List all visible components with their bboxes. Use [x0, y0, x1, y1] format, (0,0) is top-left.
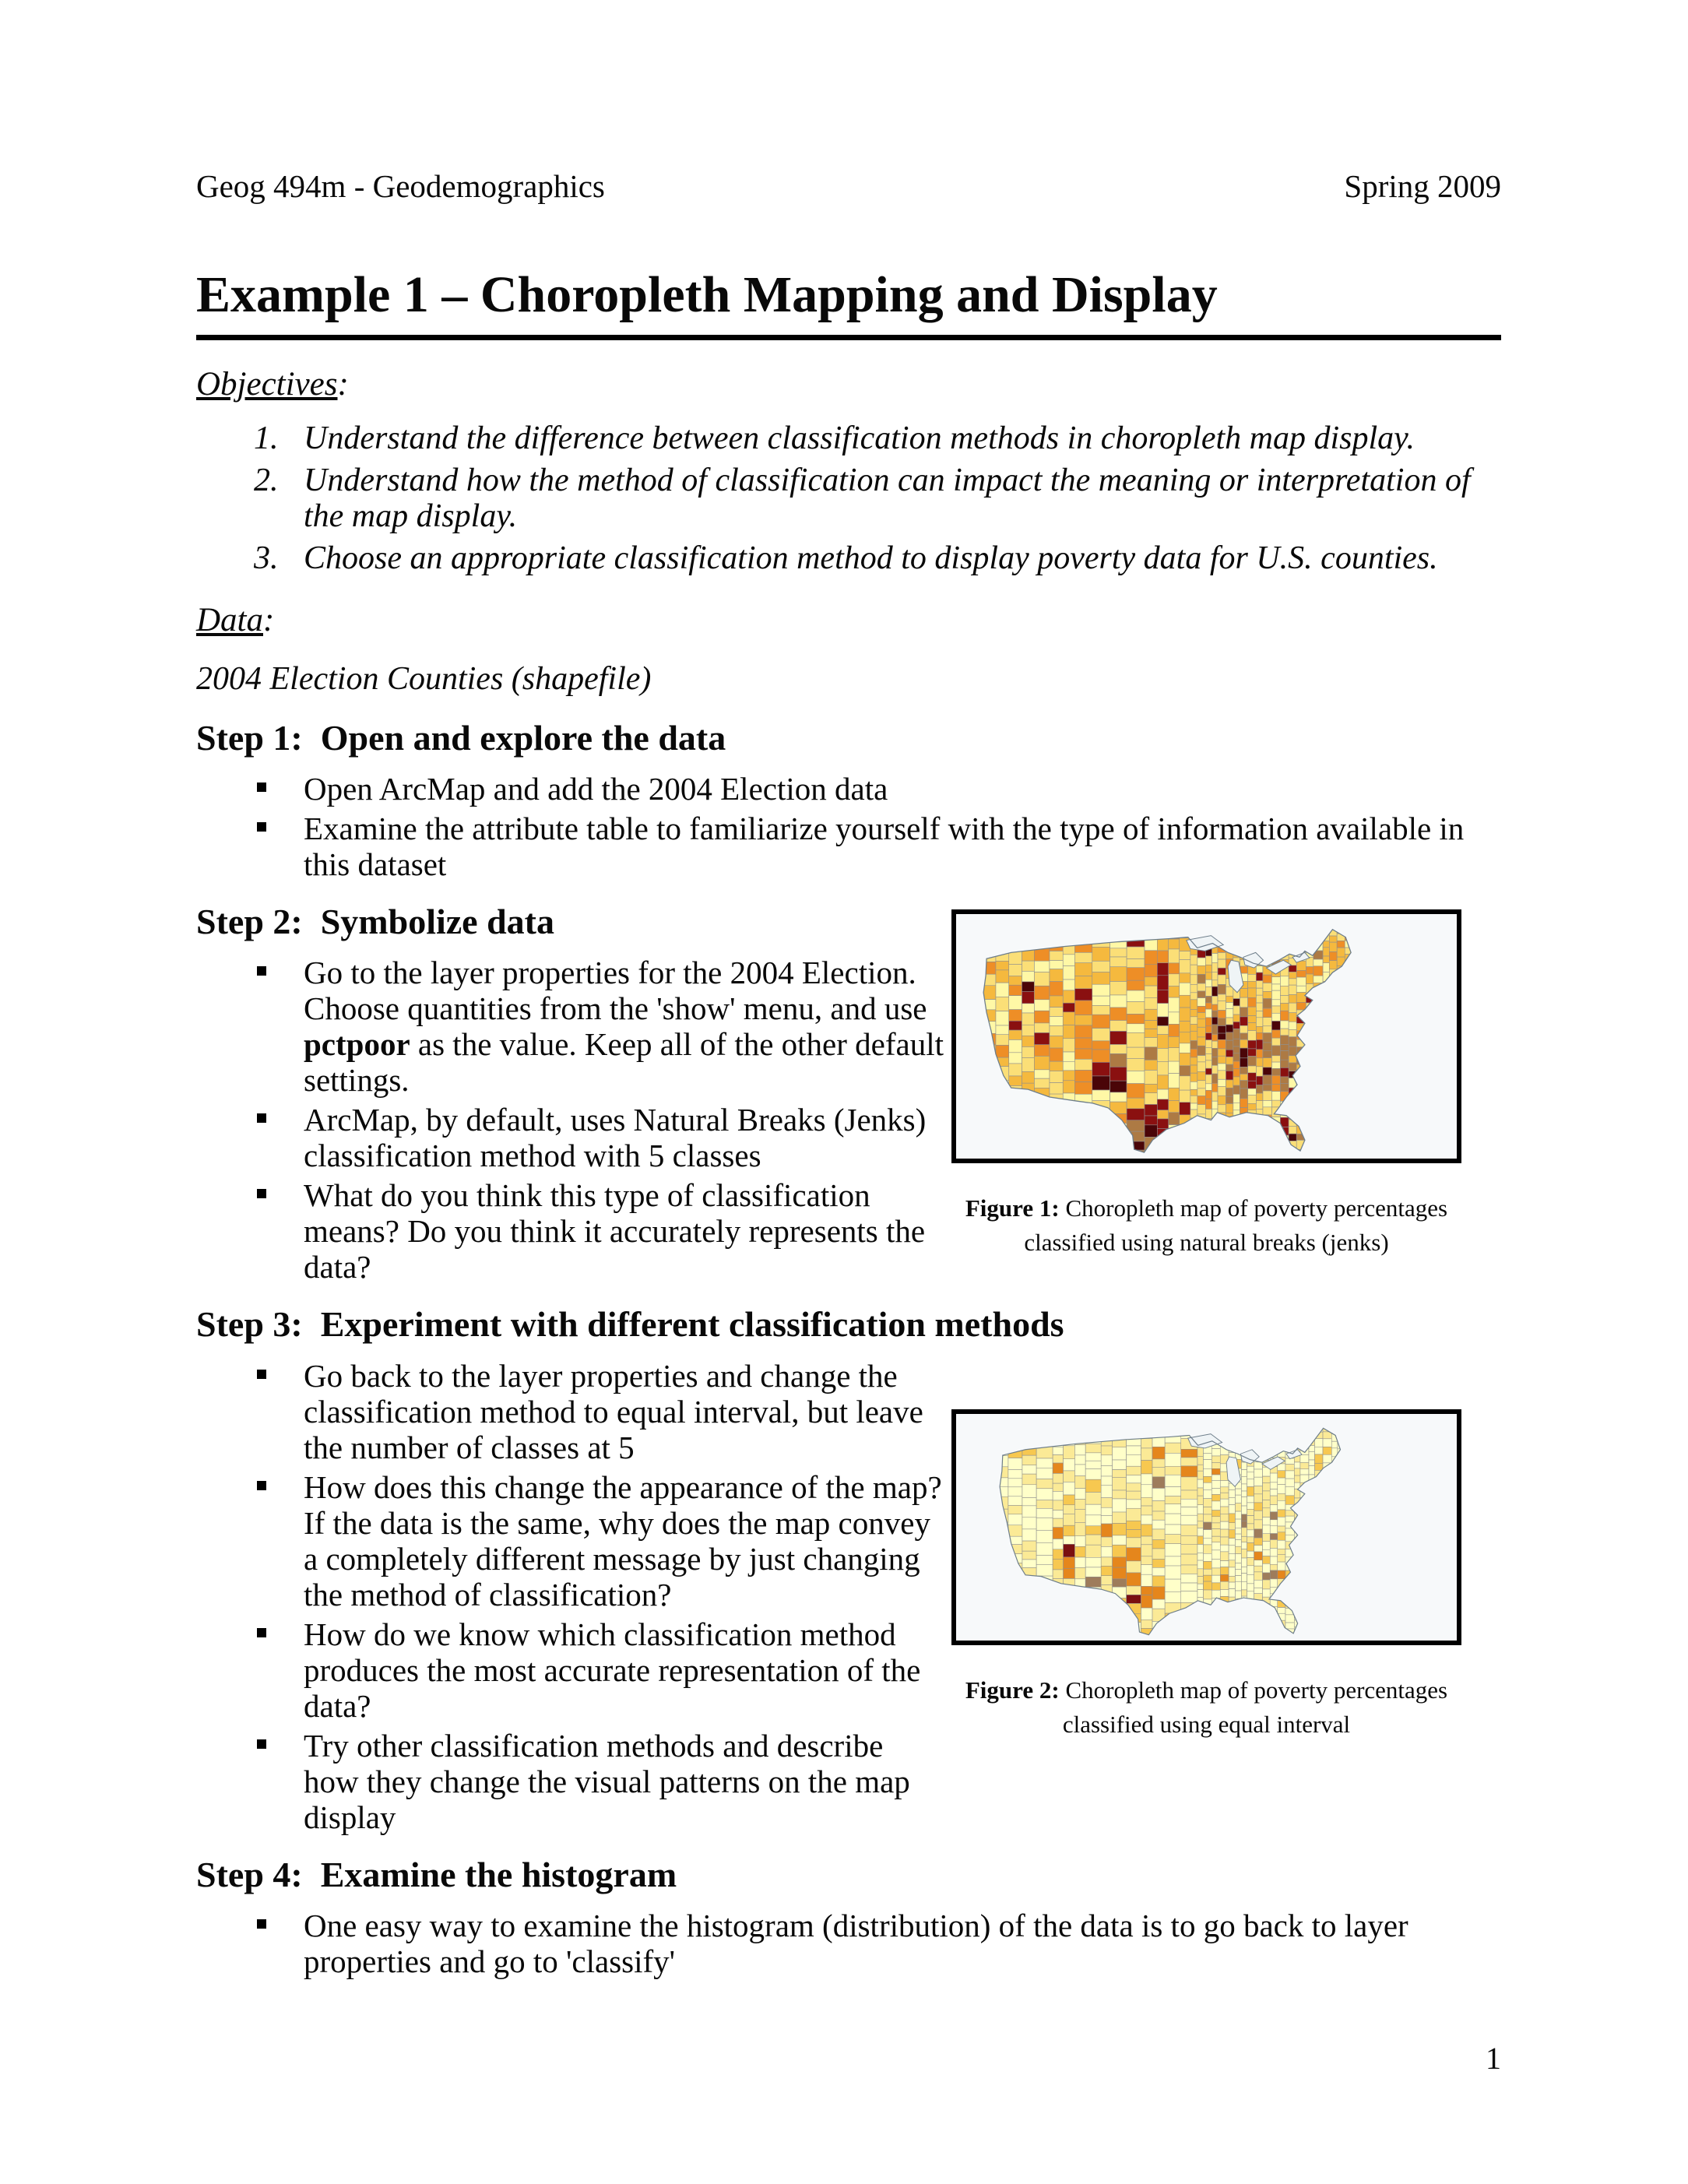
figure1-caption: [951, 1191, 1461, 1260]
figure2-caption: [951, 1673, 1461, 1742]
data-label: Data:: [196, 601, 275, 638]
objective-text: Choose an appropriate classification method to display poverty data for U.S. counties.: [304, 540, 1438, 576]
bullet-item: ArcMap, by default, uses Natural Breaks (Jenks) classification method with 5 classes: [196, 1102, 944, 1173]
step3-heading: Step 3: Experiment with different classification methods: [196, 1304, 1064, 1345]
objective-number: 3.: [254, 540, 279, 576]
objective-number: 1.: [254, 420, 279, 456]
bullet-item: Go to the layer properties for the 2004 Election. Choose quantities from the 'show' menu, and use pctpoor as the value. Keep all of the other default settings.: [196, 955, 944, 1098]
header-term: Spring 2009: [1344, 168, 1501, 204]
bullet-item: Try other classification methods and describe how they change the visual patterns on the map display: [196, 1728, 944, 1835]
figure2-caption-text: Choropleth map of poverty percentages classified using equal interval: [1062, 1676, 1448, 1738]
step1-heading: Step 1: Open and explore the data: [196, 717, 726, 758]
figure1-frame: [951, 909, 1461, 1163]
data-value: 2004 Election Counties (shapefile): [196, 660, 652, 697]
objective-item: [196, 420, 1501, 456]
objective-number: 2.: [254, 462, 279, 498]
bullet-item: How do we know which classification method produces the most accurate representation of the data?: [196, 1616, 944, 1724]
step4-heading: Step 4: Examine the histogram: [196, 1854, 677, 1894]
objectives-label: Objectives:: [196, 365, 349, 403]
page-number: 1: [1486, 2041, 1501, 2076]
figure1-caption-text: Choropleth map of poverty percentages classified using natural breaks (jenks): [1024, 1194, 1448, 1256]
figure2-choropleth-map: [956, 1414, 1457, 1641]
figure2-caption-label: Figure 2:: [965, 1676, 1060, 1704]
page-header: [196, 168, 1501, 205]
figure1: [951, 909, 1461, 1260]
step4-bullets: [196, 1908, 1501, 1979]
objective-text: Understand the difference between classification methods in choropleth map display.: [304, 420, 1415, 456]
objective-item: [196, 540, 1501, 576]
figure1-choropleth-map: [956, 914, 1457, 1159]
step1-bullets: [196, 771, 1501, 882]
step2-bullets: [196, 955, 944, 1285]
figure2-frame: [951, 1409, 1461, 1645]
objectives-list: [196, 420, 1501, 576]
bullet-item: One easy way to examine the histogram (distribution) of the data is to go back to layer properties and go to 'classify': [196, 1908, 1501, 1979]
page-title: Example 1 – Choropleth Mapping and Display: [196, 267, 1501, 340]
pctpoor-field-name: pctpoor: [304, 1026, 410, 1063]
figure1-caption-label: Figure 1:: [965, 1194, 1060, 1222]
header-course: Geog 494m - Geodemographics: [196, 168, 605, 204]
bullet-item: Examine the attribute table to familiarize yourself with the type of information available in this dataset: [196, 811, 1501, 882]
objective-item: [196, 462, 1501, 534]
bullet-item: What do you think this type of classification means? Do you think it accurately represents the data?: [196, 1177, 944, 1285]
step3-bullets: [196, 1358, 944, 1835]
bullet-item: Go back to the layer properties and change the classification method to equal interval, but leave the number of classes at 5: [196, 1358, 944, 1465]
step2-heading: Step 2: Symbolize data: [196, 902, 554, 942]
bullet-item: How does this change the appearance of the map? If the data is the same, why does the map convey a completely different message by just changing the method of classification?: [196, 1469, 944, 1613]
objective-text: Understand how the method of classification can impact the meaning or interpretation of the map display.: [304, 462, 1471, 534]
bullet-item: Open ArcMap and add the 2004 Election data: [196, 771, 1501, 807]
figure2: [951, 1409, 1461, 1742]
